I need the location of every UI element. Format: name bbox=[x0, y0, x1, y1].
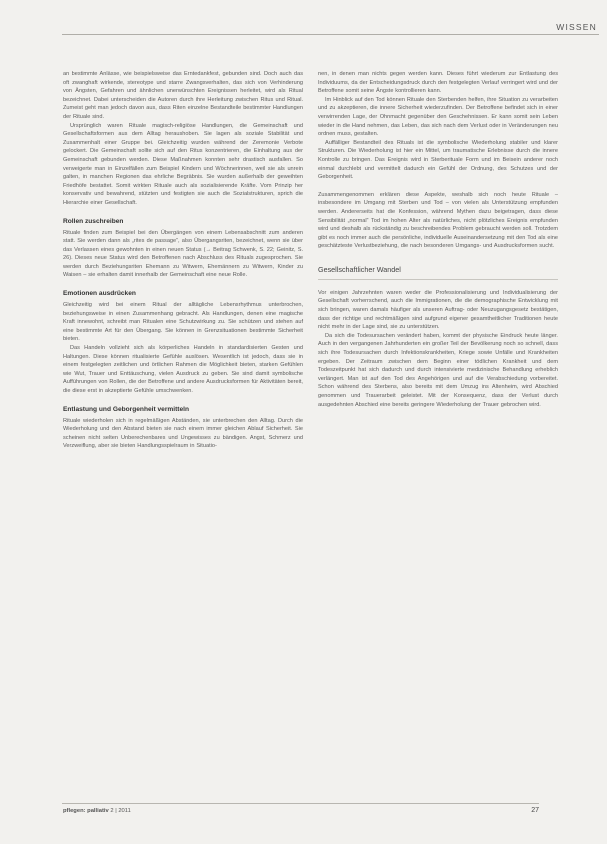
paragraph-gap bbox=[318, 182, 558, 191]
body-paragraph: nen, in denen man nichts gegen werden kann. Dieses führt wiederum zur Entlastung des Individuums, da der Entscheidungsdruck durch den festgelegten Verlauf verringert wird und der Betroffene somit seine Ängste kontrollieren kann. bbox=[318, 71, 558, 95]
footer-rule bbox=[62, 803, 539, 804]
footer-credit bbox=[63, 808, 131, 814]
subheading: Rollen zuschreiben bbox=[63, 217, 124, 225]
section-label: WISSEN bbox=[556, 22, 597, 32]
left-column bbox=[63, 70, 303, 451]
body-paragraph: Da sich die Todesursachen verändert haben, kommt der physische Eindruck heute länger. Auch in den vergangenen Jahrhunderten ein großer Teil der Bevölkerung noch so schnell, dass sich ihre Todesursachen durch Infektionskrankheiten, Kriege sowie Unfälle und Krankheiten ergeben. Der Zeitraum zwischen dem Beginn einer tödlichen Krankheit und dem Todeszeitpunkt hat sich dadurch und durch intensivierte medizinische Behandlung erheblich verlängert. Man ist auf den Tod des Angehörigen und auf die Verabschiedung vorbereitet. Schon während des Sterbens, also bereits mit dem Umzug ins Altenheim, wird Abschied genommen und Trauerarbeit geleistet. Mit der Konsequenz, dass der Verlust durch ausgedehnten Abschied eine bereits geringere Wiederholung der Trauer gebrochen wird. bbox=[318, 332, 558, 408]
subheading: Emotionen ausdrücken bbox=[63, 290, 136, 298]
body-paragraph: Zusammengenommen erklären diese Aspekte, weshalb sich noch heute Rituale – insbesondere im Umgang mit Sterben und Tod – von vielen als Unterstützung empfunden werden. Andererseits hat die Konfession, während Mythen dazu beigetragen, dass diese Sensibilität „normal“ Tod im hohen Alter als natürliches, nicht plötzliches Ereignis empfunden wird und deshalb als rückständig zu beschreibendes Problem gebraucht werden soll. Trotzdem gibt es noch immer auch die persönliche, individuelle Auseinandersetzung mit den Tod als eine geschätzteste Verlustbeziehung, die nach besonderen Umgangs- und Ausdrucksformen sucht. bbox=[318, 191, 558, 250]
footer-issue: 2 | 2011 bbox=[110, 808, 131, 814]
body-paragraph: Auffälliger Bestandteil des Rituals ist die symbolische Wiederholung stabiler und klarer Strukturen. Die Wiederholung ist hier ein Mittel, um traumatische Erlebnisse durch die innere Kontrolle zu bringen. Das Ereignis wird in Sterberituale Form und im Beisein anderer noch einmal durchlebt und vermittelt dadurch ein Gefühl der Ordnung, des Schutzes und der Geborgenheit. bbox=[318, 139, 558, 181]
body-paragraph: Das Handeln vollzieht sich als körperliches Handeln in standardisierten Gesten und Haltungen. Diese können ritualisierte Gefühle auslösen. Wesentlich ist jedoch, dass sie in einem festgelegten zeitlichen und örtlichen Rahmen die Möglichkeit bieten, starken Gefühlen wie Wut, Trauer und Enttäuschung, vielen Ausdruck zu geben. Sie sind damit symbolische Aufführungen von Rollen, die der Betroffene und andere Ausdrucksformen für Aktivitäten bereit, die diese erst in akzeptierte Gefühle umschwenken. bbox=[63, 345, 303, 394]
subheading: Gesellschaftlicher Wandel bbox=[318, 265, 558, 280]
subheading: Entlastung und Geborgenheit vermitteln bbox=[63, 405, 190, 413]
body-paragraph: an bestimmte Anlässe, wie beispielsweise das Erntedankfest, gebunden sind. Doch auch das oft zwanghaft wirkende, stereotype und starre Zwangsverhalten, das sich von Verhinderung von Ängsten, Gefahren und ähnlichen unerwünschten Ereignissen herleitet, wird als Ritual bezeichnet. Dabei unterscheiden die Autoren durch ihre Herleitung zwischen Ritus und Ritual. Zumeist geht man jedoch davon aus, dass Riten einzelne Bestandteile bestimmter Handlungen der Rituale sind. bbox=[63, 71, 303, 120]
body-paragraph: Rituale finden zum Beispiel bei den Übergängen von einem Lebensabschnitt zum anderen statt. Sie werden dann als „rites de passage“, also Übergangsriten, bezeichnet, wenn sie über das Verlassen eines gewohnten in einen neuen Status (→ Beitrag Schwenk, S. 22; Geinitz, S. 26). Dieses neue Status wird den Betroffenen nach Abschluss des Rituals zugesprochen. Sie werden durch Beziehungsriten Ehemann zu Witwern, Ehemännern zu Witwern, Kinder zu Waisen – sie erhalten damit innerhalb der Gemeinschaft eine neue Rolle. bbox=[63, 229, 303, 279]
body-paragraph: Rituale wiederholen sich in regelmäßigen Abständen, sie unterbrechen den Alltag. Durch die Wiederholung und den Abstand bieten sie nach einem immer gleichen Ablauf Sicherheit. Sie scheinen nicht selten Unberechenbares und Ungewisses zu bändigen. Angst, Schmerz und Verzweiflung, aber sie bieten Handlungsspielraum in Situatio- bbox=[63, 417, 303, 450]
body-paragraph: Ursprünglich waren Rituale magisch-religiöse Handlungen, die Gemeinschaft und Gesellschaftsformen aus dem Alltag heraushoben. Sie lagen als soziale Stabilität und Zusammenhalt einer Gruppe bei. Gleichzeitig wurden während der Zeremonie Verbote gelockert. Die Gemeinschaft sollte sich auf den Ritus konzentrieren, die Einhaltung aus der Gemeinschaft gebunden werden. Diese Maßnahmen konnten sehr drastisch ausfallen. So verweigerte man in Einzelfällen zum Beispiel Kindern und Wöchnerinnen, weil sie als unrein galten, in manchen Regionen das ehrliche Begräbnis. Sie wurden außerhalb der geweihten Friedhöfe bestattet. Somit wirkten Rituale auch als sozialisierende Kräfte. Vom Prinzip her konservativ und bewahrend, stützten und festigten sie auch die Sozialstrukturen, sprich die Hierarchie einer Gesellschaft. bbox=[63, 122, 303, 206]
header-rule bbox=[62, 34, 599, 35]
footer-brand: pflegen: palliativ bbox=[63, 808, 109, 814]
right-column bbox=[318, 70, 558, 409]
body-paragraph: Im Hinblick auf den Tod können Rituale den Sterbenden helfen, ihre Situation zu verarbeiten und zu akzeptieren, die innere Sicherheit wiederzufinden. Der Betroffene befindet sich in einer verwirrenden Lage, der Ohnmacht gegenüber den Geschehnissen. Er kann somit sein Leben wieder in die Hand nehmen, das Leben, das sich nach dem Verlust oder in Veränderungen neu ordnen muss, gestalten. bbox=[318, 96, 558, 138]
page-number: 27 bbox=[531, 807, 539, 814]
body-paragraph: Vor einigen Jahrzehnten waren weder die Professionalisierung und Individualisierung der Gesellschaft vorherrschend, auch die Immigrationen, die die demographische Entwicklung mit sich bringen, waren damals häufiger als unseren Auftrag- oder Neuzugangsgesetz bestätigen, dass der richtige und rechtmäßigen sind aufgrund eigener gesamtheitlicher Traditionen heute nicht mehr in der Lage sind, sie zu unterstützen. bbox=[318, 289, 558, 331]
body-paragraph: Gleichzeitig wird bei einem Ritual der alltägliche Lebensrhythmus unterbrochen, beziehungsweise in einen Zusammenhang gebracht. Als Handlungen, denen eine magische Kraft innewohnt, schreibt man Ritualen eine Schutzwirkung zu. Sie schützen und stehen auf eine bestimmte Art für den Übergang. Sie können in Grenzsituationen bestimmte Sicherheit bieten. bbox=[63, 302, 303, 343]
